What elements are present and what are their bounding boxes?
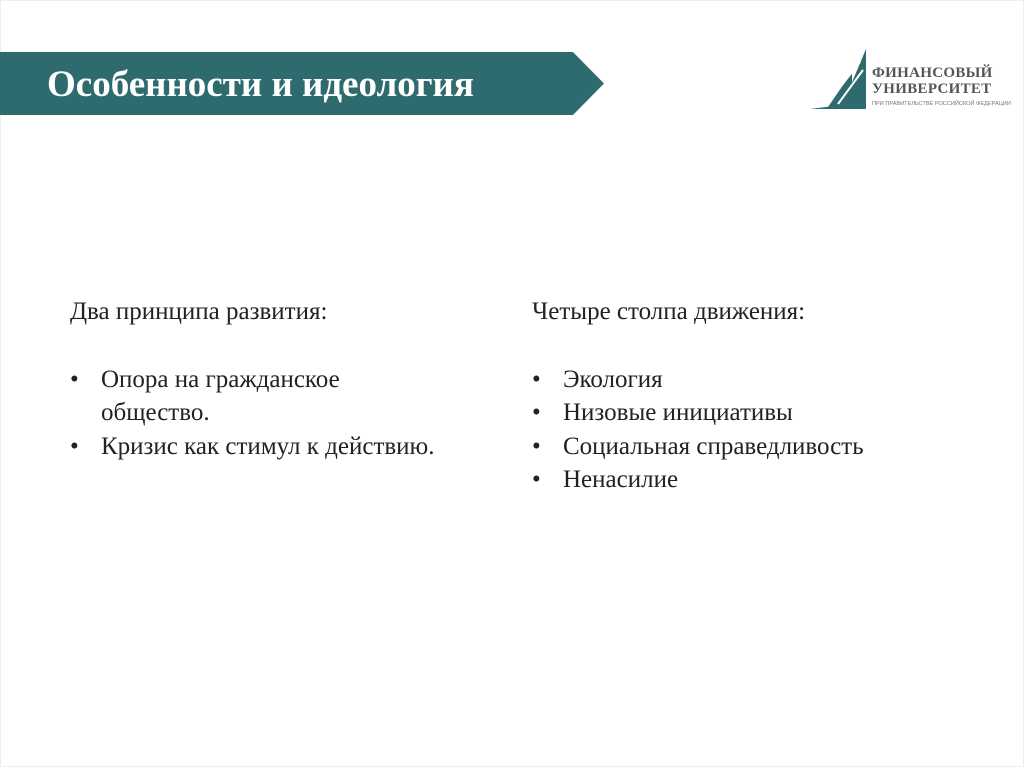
bullet-icon: •: [70, 432, 79, 460]
logo-emblem-icon: [808, 48, 868, 114]
list-item-text: Ненасилие: [563, 466, 679, 493]
logo-text-line2: УНИВЕРСИТЕТ: [872, 81, 992, 97]
logo-text-line1: ФИНАНСОВЫЙ: [872, 65, 993, 81]
left-column-heading: Два принципа развития:: [70, 298, 328, 325]
left-column: [70, 295, 440, 463]
list-item-text: Низовые инициативы: [563, 399, 793, 426]
bullet-icon: •: [70, 365, 79, 393]
list-item: [532, 396, 992, 430]
list-item-text: Опора на гражданское общество.: [101, 365, 340, 426]
logo-text-line3: ПРИ ПРАВИТЕЛЬСТВЕ РОССИЙСКОЙ ФЕДЕРАЦИИ: [872, 101, 1011, 107]
bullet-icon: •: [532, 466, 541, 493]
title-banner: [0, 52, 604, 115]
bullet-icon: •: [532, 432, 541, 460]
right-column: [532, 295, 992, 497]
list-item-text: Социальная справедливость: [563, 432, 864, 460]
list-item-text: Кризис как стимул к действию.: [101, 432, 435, 460]
list-item: [70, 363, 440, 430]
university-logo: [808, 48, 1011, 114]
list-item: [70, 430, 440, 464]
list-item: [532, 463, 992, 497]
left-bullet-list: [70, 363, 440, 464]
list-item: [532, 430, 992, 464]
right-bullet-list: [532, 363, 992, 497]
right-column-heading: Четыре столпа движения:: [532, 298, 806, 325]
list-item-text: Экология: [563, 365, 663, 393]
bullet-icon: •: [532, 399, 541, 426]
bullet-icon: •: [532, 365, 541, 393]
list-item: [532, 363, 992, 397]
slide-title: Особенности и идеология: [47, 64, 474, 105]
